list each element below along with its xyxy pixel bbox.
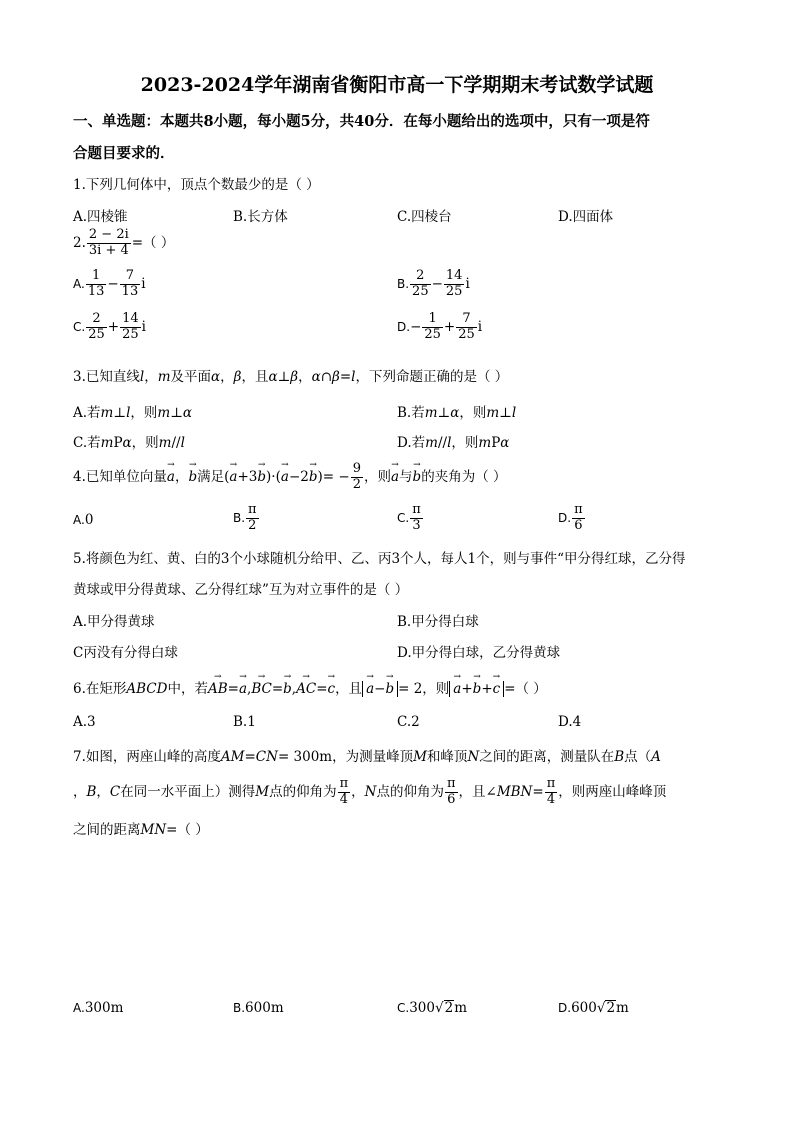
text: A.若	[73, 405, 101, 421]
value: 600m	[245, 1000, 284, 1016]
var-m: m	[486, 405, 500, 421]
var-m: m	[478, 435, 492, 451]
fraction	[86, 269, 107, 300]
fraction	[410, 503, 423, 534]
q2-option-a	[73, 269, 146, 300]
fraction	[351, 462, 363, 493]
denominator: 25	[122, 326, 139, 342]
text: ，	[144, 369, 158, 385]
option-label: B.	[233, 1001, 246, 1015]
text: ，且∠	[458, 783, 497, 800]
symbol: P	[113, 435, 123, 451]
numerator: 7	[120, 269, 141, 285]
fraction	[572, 503, 585, 534]
q2-denominator: 3i + 4	[88, 242, 129, 258]
symbol: P	[491, 435, 501, 451]
var-l: l	[351, 369, 356, 385]
q4-option-b	[233, 503, 260, 534]
text: 中，若	[167, 681, 208, 697]
q1-option-d: D.四面体	[558, 209, 614, 225]
text: B.若	[397, 405, 425, 421]
var-m: m	[100, 435, 114, 451]
q3-option-d	[397, 431, 509, 451]
numerator: 1	[422, 312, 443, 328]
symbol: //	[171, 435, 181, 451]
numerator: 7	[456, 312, 477, 328]
text: 6.在矩形	[73, 681, 127, 697]
text: 在同一水平面上）测得	[120, 783, 256, 800]
option-label: B.	[233, 510, 246, 525]
text: ，则	[422, 681, 450, 697]
fraction	[410, 269, 431, 300]
var-l: l	[139, 369, 145, 385]
fraction	[456, 312, 477, 343]
option-label: C.	[73, 319, 86, 334]
q7-option-c: C.300√2m	[397, 1000, 467, 1016]
value: 300	[409, 1000, 435, 1016]
q3-stem	[73, 365, 508, 385]
paren-expr: (→ a+3→ b)	[224, 469, 271, 485]
text: ，下列命题正确的是（ ）	[355, 369, 509, 385]
text: ，则	[363, 468, 391, 485]
text: ，且	[241, 369, 269, 385]
symbol: =	[339, 369, 352, 385]
vector-c: → c	[493, 681, 501, 697]
denominator: 13	[121, 283, 139, 299]
numerator: 9	[352, 461, 361, 476]
page-title: 2023-2024学年湖南省衡阳市高一下学期期末考试数学试题	[140, 74, 654, 96]
option-label: A.	[73, 1001, 85, 1015]
denominator: 4	[546, 791, 556, 807]
denominator: 6	[574, 517, 583, 533]
q2-stem	[73, 228, 174, 259]
symbol: =	[316, 681, 328, 697]
var-beta: β	[233, 369, 242, 385]
imag-unit: i	[141, 318, 146, 335]
vector-b: → b	[413, 469, 422, 485]
text: −2	[288, 468, 309, 485]
radicand: 2	[444, 1000, 454, 1016]
symbol: ,	[291, 681, 297, 697]
fraction	[246, 503, 259, 534]
var-alpha: α	[211, 369, 221, 385]
q2-numerator: 2 − 2i	[88, 227, 129, 242]
var-B: B	[614, 749, 625, 765]
vector-b: → b	[188, 469, 197, 485]
numerator: 2	[86, 312, 107, 328]
operator: −	[107, 275, 119, 292]
text: 及平面	[170, 369, 212, 385]
q5-option-d: D.甲分得白球，乙分得黄球	[397, 645, 561, 661]
q2-fraction	[87, 228, 131, 259]
var-l: l	[511, 405, 517, 421]
var-MN: MN	[140, 822, 167, 838]
q2-option-c	[73, 312, 146, 343]
q3-option-c	[73, 431, 185, 451]
var-alpha: α	[122, 435, 132, 451]
text: D.若	[397, 435, 426, 451]
vector-b: → b	[385, 681, 394, 697]
var-C: C	[109, 783, 121, 800]
abs-value	[449, 681, 504, 697]
vector-AB: → AB	[208, 681, 228, 697]
option-label: B.	[397, 276, 410, 291]
q7-stem-line1	[73, 745, 661, 765]
var-l: l	[447, 435, 452, 451]
q2-option-b	[397, 269, 470, 300]
denominator: 13	[87, 283, 105, 299]
symbol: //	[437, 435, 448, 451]
var-alpha: α	[311, 369, 321, 385]
q7-option-d: D.600√2m	[558, 1000, 629, 1016]
symbol: +	[461, 681, 473, 697]
text: 和峰顶	[426, 749, 468, 765]
text: 点的仰角为	[269, 783, 337, 800]
var-alpha: α	[500, 435, 510, 451]
symbol: =	[244, 749, 256, 765]
denominator: 6	[447, 791, 456, 807]
var-M: M	[413, 749, 427, 765]
var-A: A	[651, 749, 661, 765]
value: 600	[571, 1000, 597, 1016]
text: 7.如图，两座山峰的高度	[73, 749, 221, 765]
var-B: B	[86, 783, 97, 800]
numerator: π	[339, 776, 349, 791]
var-MBN: MBN	[496, 783, 533, 800]
vector-BC: → BC	[251, 681, 272, 697]
q1-option-c: C.四棱台	[397, 209, 452, 225]
option-label: D.	[397, 319, 411, 334]
paren-expr: (→ a−2→ b)	[276, 469, 323, 485]
text: 点（	[624, 749, 652, 765]
var-m: m	[157, 405, 171, 421]
vector-b: → b	[283, 681, 292, 697]
symbol: ⊥	[277, 369, 291, 385]
var-m: m	[157, 369, 171, 385]
symbol: ⊥	[437, 405, 451, 421]
symbol: =	[227, 681, 239, 697]
q6-option-a: A.3	[73, 714, 96, 730]
text: =（ ）	[504, 681, 547, 697]
text: 之间的距离，测量队在	[479, 749, 615, 765]
vector-a: → a	[239, 681, 247, 697]
rect-name: ABCD	[126, 681, 168, 697]
symbol: ⊥	[499, 405, 512, 421]
symbol: ⊥	[113, 405, 127, 421]
fraction	[445, 777, 458, 808]
vector-AC: → AC	[296, 681, 316, 697]
text: ，	[174, 468, 189, 485]
value: = 300m	[277, 749, 333, 765]
denominator: 25	[458, 326, 475, 342]
text: ，则	[130, 405, 158, 421]
denominator: 2	[352, 476, 361, 492]
unit: m	[454, 1000, 467, 1016]
text: ，	[220, 369, 234, 385]
option-label: D.	[558, 1001, 572, 1015]
text: ，则	[459, 405, 487, 421]
denominator: 25	[424, 326, 441, 342]
text: ，为测量峰顶	[332, 749, 414, 765]
var-m: m	[424, 405, 438, 421]
q5-stem-line1: 5.将颜色为红、黄、白的3个小球随机分给甲、乙、丙3个人，每人1个，则与事件“甲分得红球，乙分得	[73, 551, 686, 567]
q4-option-d	[558, 503, 586, 534]
text: ，则	[131, 435, 159, 451]
value: 300m	[84, 1000, 124, 1016]
section-heading-line1: 一、单选题：本题共8小题，每小题5分，共40分．在每小题给出的选项中，只有一项是符	[73, 113, 650, 130]
text: 之间的距离	[73, 822, 141, 838]
symbol: ,	[247, 681, 252, 697]
text: ，且	[335, 681, 363, 697]
text: 满足	[197, 468, 225, 485]
text: 与	[399, 468, 413, 485]
numerator: π	[546, 776, 556, 791]
option-label: C.	[397, 1001, 410, 1015]
numerator: 2	[410, 269, 431, 285]
var-N: N	[364, 783, 377, 800]
var-N: N	[467, 749, 480, 765]
denominator: 25	[445, 283, 463, 299]
q7-stem-line3	[73, 818, 209, 838]
text: ，	[298, 369, 312, 385]
fraction	[86, 312, 107, 343]
var-beta: β	[290, 369, 299, 385]
text: ，	[96, 783, 110, 800]
symbol: = −	[322, 468, 350, 485]
text: 3.已知直线	[73, 369, 140, 385]
q5-option-a: A.甲分得黄球	[73, 614, 155, 630]
symbol: +	[481, 681, 493, 697]
q1-option-a: A.四棱锥	[73, 209, 128, 225]
symbol: −	[374, 681, 386, 697]
vector-a: → a	[391, 469, 399, 485]
section-heading-line2: 合题目要求的．	[73, 145, 175, 162]
unit: m	[616, 1000, 629, 1016]
var-m: m	[425, 435, 438, 451]
var-l: l	[126, 405, 131, 421]
q2-option-d	[397, 312, 482, 343]
fraction	[338, 777, 351, 808]
numerator: π	[446, 776, 456, 791]
q6-option-c: C.2	[397, 714, 420, 730]
value: 0	[84, 512, 94, 528]
numerator: 14	[445, 268, 463, 283]
q2-number: 2.	[73, 234, 86, 251]
vector-a: → a	[167, 469, 175, 485]
abs-value	[362, 681, 398, 697]
numerator: 1	[86, 269, 107, 285]
vector-b: → b	[473, 681, 482, 697]
var-alpha: α	[268, 369, 278, 385]
q1-stem: 1.下列几何体中，顶点个数最少的是（ ）	[73, 177, 320, 193]
denominator: 25	[88, 326, 105, 342]
q6-option-d: D.4	[558, 714, 582, 730]
fraction	[120, 269, 141, 300]
text: ，	[351, 783, 365, 800]
symbol: ·	[271, 468, 276, 485]
imag-unit: i	[477, 318, 483, 335]
text: +3	[237, 468, 258, 485]
option-label: D.	[558, 510, 572, 525]
q2-tail: =（ ）	[131, 234, 175, 251]
vector-a: → a	[281, 469, 289, 485]
var-m: m	[158, 435, 172, 451]
denominator: 4	[339, 791, 348, 807]
numerator: 14	[122, 311, 139, 326]
denominator: 3	[412, 517, 421, 533]
symbol: =	[532, 783, 544, 800]
var-alpha: α	[182, 405, 193, 421]
symbol: =	[271, 681, 284, 697]
q6-option-b: B.1	[233, 714, 256, 730]
q5-stem-line2: 黄球或甲分得黄球、乙分得红球”互为对立事件的是（ ）	[73, 582, 409, 598]
operator: −	[410, 318, 422, 335]
q6-stem	[73, 677, 547, 697]
var-AM: AM	[220, 749, 245, 765]
option-label: C.	[397, 510, 410, 525]
vector-b: → b	[257, 469, 266, 485]
q4-option-c	[397, 503, 424, 534]
vector-a: → a	[366, 681, 374, 697]
symbol: ⊥	[170, 405, 183, 421]
q7-stem-line2	[73, 777, 666, 808]
q4-option-a	[73, 512, 93, 528]
text: ，则两座山峰峰顶	[558, 783, 667, 800]
imag-unit: i	[141, 275, 146, 292]
var-l: l	[180, 435, 185, 451]
vector-b: → b	[309, 469, 318, 485]
text: ，则	[451, 435, 479, 451]
q3-option-b	[397, 401, 516, 421]
numerator: π	[248, 502, 257, 517]
option-label: A.	[73, 513, 85, 527]
fraction	[545, 777, 558, 808]
vector-a: → a	[229, 469, 237, 485]
fraction	[444, 269, 465, 300]
q1-option-b: B.长方体	[233, 209, 288, 225]
denominator: 25	[412, 283, 429, 299]
var-M: M	[255, 783, 270, 800]
operator: +	[443, 318, 456, 335]
fraction	[120, 312, 141, 343]
numerator: π	[412, 502, 421, 517]
option-label: A.	[73, 276, 85, 291]
text: 点的仰角为	[376, 783, 444, 800]
text: 的夹角为（ ）	[421, 468, 507, 485]
text: =（ ）	[166, 822, 209, 838]
radicand: 2	[606, 1000, 616, 1016]
var-CN: CN	[255, 749, 278, 765]
text: 4.已知单位向量	[73, 468, 167, 485]
var-m: m	[100, 405, 114, 421]
q4-stem	[73, 462, 507, 493]
symbol: ∩	[320, 369, 333, 385]
q7-option-a	[73, 1000, 123, 1016]
var-alpha: α	[450, 405, 460, 421]
numerator: π	[574, 502, 583, 517]
q7-option-b	[233, 1000, 284, 1016]
text: = 2	[398, 681, 423, 697]
var-beta: β	[332, 369, 340, 385]
vector-a: → a	[453, 681, 461, 697]
operator: −	[431, 275, 443, 292]
operator: +	[107, 318, 120, 335]
text: C.若	[73, 435, 101, 451]
denominator: 2	[248, 517, 257, 533]
vector-c: → c	[328, 681, 336, 697]
q5-option-c: C丙没有分得白球	[73, 645, 178, 661]
q5-option-b: B.甲分得白球	[397, 614, 479, 630]
text: ，	[73, 783, 87, 800]
imag-unit: i	[465, 275, 470, 292]
fraction	[422, 312, 443, 343]
q3-option-a	[73, 401, 192, 421]
